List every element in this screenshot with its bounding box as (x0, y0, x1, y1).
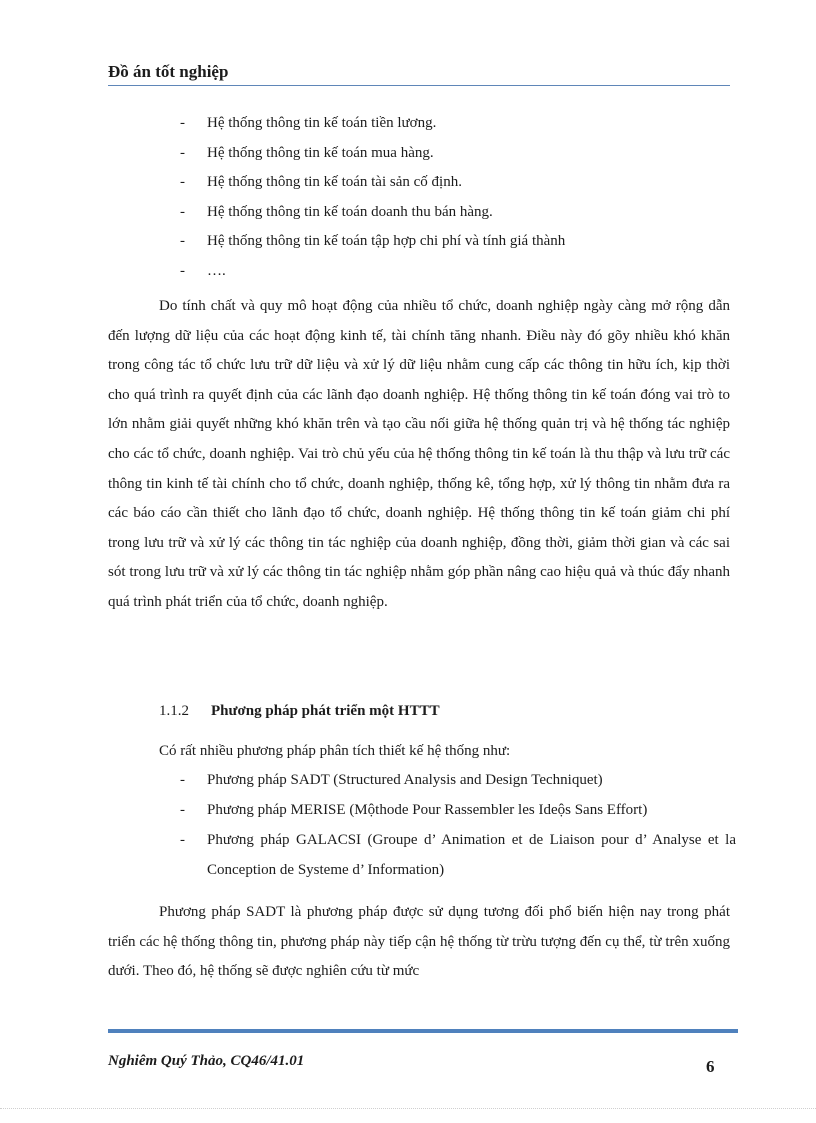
list-item-text: Hệ thống thông tin kế toán tài sản cố định. (207, 174, 462, 190)
header-divider (108, 85, 730, 86)
page-number: 6 (706, 1057, 715, 1076)
list-dash: - (180, 832, 185, 848)
list-dash: - (180, 263, 185, 279)
list-dash: - (180, 145, 185, 161)
list-item-text: Hệ thống thông tin kế toán mua hàng. (207, 145, 434, 161)
list-dash: - (180, 802, 185, 818)
page-bottom-border (0, 1108, 816, 1109)
section-heading: Phương pháp phát triển một HTTT (211, 703, 440, 719)
list-dash: - (180, 233, 185, 249)
list-dash: - (180, 204, 185, 220)
list-item-text: Phương pháp MERISE (Mộthode Pour Rassembler les Ideộs Sans Effort) (207, 802, 648, 818)
footer-divider (108, 1029, 738, 1033)
methods-intro: Có rất nhiều phương pháp phân tích thiết kế hệ thống như: (159, 743, 511, 759)
header-title: Đồ án tốt nghiệp (108, 62, 229, 81)
list-dash: - (180, 115, 185, 131)
list-item-text: …. (207, 263, 226, 279)
body-paragraph: Do tính chất và quy mô hoạt động của nhiều tổ chức, doanh nghiệp ngày càng mở rộng dẫn đến lượng dữ liệu của các hoạt động kinh tế, tài chính tăng nhanh. Điều này đó gõy nhiều khó khăn trong công tác tổ chức lưu trữ dữ liệu và xử lý dữ liệu nhằm cung cấp các thông tin hữu ích, kịp thời cho quá trình ra quyết định của các lãnh đạo doanh nghiệp. Hệ thống thông tin kế toán đóng vai trò to lớn nhằm giải quyết những khó khăn trên và tạo cầu nối giữa hệ thống quản trị và hệ thống tác nghiệp cho các tổ chức, doanh nghiệp. Vai trò chủ yếu của hệ thống thông tin kế toán là thu thập và lưu trữ các thông tin kinh tế tài chính cho tổ chức, doanh nghiệp, thống kê, tổng hợp, xử lý thông tin nhằm đưa ra các báo cáo cần thiết cho lãnh đạo tổ chức, doanh nghiệp. Hệ thống thông tin kế toán giảm chi phí trong lưu trữ và xử lý các thông tin tác nghiệp của doanh nghiệp, đồng thời, giảm thời gian và các sai sót trong lưu trữ và xử lý các thông tin tác nghiệp nhằm góp phần nâng cao hiệu quả và thúc đẩy nhanh quá trình phát triển của tổ chức, doanh nghiệp. (108, 298, 730, 610)
list-dash: - (180, 772, 185, 788)
list-item-text: Hệ thống thông tin kế toán doanh thu bán hàng. (207, 204, 493, 220)
footer-author: Nghiêm Quý Thảo, CQ46/41.01 (108, 1053, 305, 1069)
list-item (180, 795, 736, 825)
list-item-text: Hệ thống thông tin kế toán tập hợp chi phí và tính giá thành (207, 233, 566, 249)
list-item-text: Hệ thống thông tin kế toán tiền lương. (207, 115, 437, 131)
list-item-text: Phương pháp GALACSI (Groupe d’ Animation et de Liaison pour d’ Analyse et la Conception de Systeme d’ Information) (207, 832, 736, 878)
list-item (180, 825, 736, 885)
list-item-text: Phương pháp SADT (Structured Analysis and Design Techniquet) (207, 772, 603, 788)
list-dash: - (180, 174, 185, 190)
body-paragraph: Phương pháp SADT là phương pháp được sử dụng tương đối phổ biến hiện nay trong phát triển các hệ thống thông tin, phương pháp này tiếp cận hệ thống từ trừu tượng đến cụ thể, từ trên xuống dưới. Theo đó, hệ thống sẽ được nghiên cứu từ mức (108, 904, 730, 980)
list-item (180, 765, 736, 795)
section-number: 1.1.2 (159, 703, 189, 719)
